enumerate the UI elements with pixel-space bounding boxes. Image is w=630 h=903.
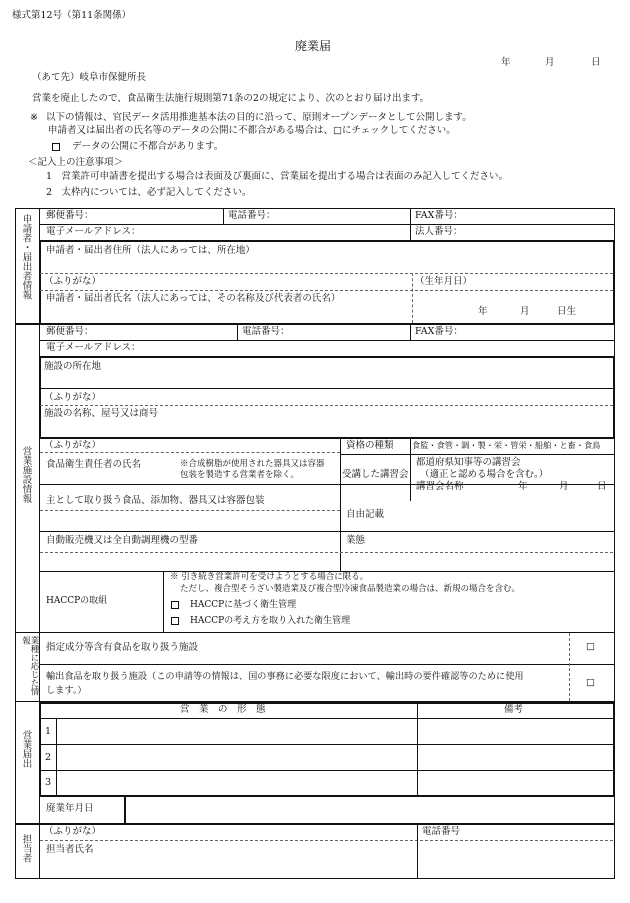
vending-model-field[interactable]: 自動販売機又は全自動調理機の型番 <box>46 535 199 546</box>
manager-note-1: ※合成樹脂が使用された器具又は容器 <box>180 459 325 469</box>
intro-text: 営業を廃止したので、食品衛生法施行規則第71条の2の規定により、次のとおり届け出ます。 <box>32 93 430 104</box>
note-item-2: 2 太枠内については、必ず記入してください。 <box>46 187 252 198</box>
applicant-section-label: 申請者・届出者情報 <box>20 214 32 300</box>
applicant-corp-no-field[interactable]: 法人番号： <box>415 226 463 237</box>
designated-ingredients-checkbox[interactable]: □ <box>586 641 595 652</box>
export-food-line-2: します。） <box>46 685 87 696</box>
notes-heading: ＜記入上の注意事項＞ <box>28 157 124 168</box>
birth-year: 年 <box>478 306 488 317</box>
applicant-address-field[interactable]: 申請者・届出者住所（法人にあっては、所在地） <box>46 245 255 256</box>
export-food-checkbox[interactable]: □ <box>586 677 595 688</box>
facility-postal-field[interactable]: 郵便番号： <box>46 326 94 337</box>
birth-day: 日生 <box>557 306 577 317</box>
facility-phone-field[interactable]: 電話番号： <box>242 326 290 337</box>
applicant-email-field[interactable]: 電子メールアドレス： <box>46 226 141 237</box>
applicant-name-field[interactable]: 申請者・届出者氏名（法人にあっては、その名称及び代表者の氏名） <box>46 293 341 304</box>
food-hygiene-manager-field[interactable]: 食品衛生責任者の氏名 <box>46 459 142 470</box>
haccp-note-1: ※ 引き続き営業許可を受けようとする場合に限る。 <box>170 572 369 582</box>
applicant-birthdate-label: （生年月日） <box>415 276 473 287</box>
haccp-option-1-label: HACCPに基づく衛生管理 <box>190 600 297 610</box>
business-row-2-number: 2 <box>45 752 52 763</box>
course-day: 日 <box>597 481 607 492</box>
manager-note-2: 包装を製造する営業者を除く。 <box>180 470 299 480</box>
business-type-field[interactable]: 業態 <box>346 535 366 546</box>
open-data-line2: 申請者又は届出者の氏名等のデータの公開に不都合がある場合は、□にチェックしてください。 <box>48 125 456 136</box>
manager-furigana-field[interactable]: （ふりがな） <box>44 440 102 451</box>
facility-section-label: 営業施設情報 <box>20 446 32 503</box>
free-entry-label: 自由記載 <box>346 509 385 520</box>
haccp-option-2-checkbox[interactable] <box>171 617 179 625</box>
remarks-header: 備考 <box>504 704 524 715</box>
course-year: 年 <box>518 481 528 492</box>
contact-section-label: 担当者 <box>20 834 32 863</box>
facility-email-field[interactable]: 電子メールアドレス： <box>46 342 141 353</box>
closure-date-label: 廃業年月日 <box>46 803 94 814</box>
haccp-label: HACCPの取組 <box>46 596 108 606</box>
date-year: 年 <box>501 57 511 68</box>
facility-name-field[interactable]: 施設の名称、屋号又は商号 <box>44 408 159 419</box>
open-data-line1: 以下の情報は、官民データ活用推進基本法の目的に沿って、原則オープンデータとして公開します。 <box>46 112 472 123</box>
designated-ingredients-label: 指定成分等含有食品を取り扱う施設 <box>46 642 199 653</box>
course-name-field[interactable]: 講習会名称 <box>416 481 464 492</box>
course-month: 月 <box>559 481 569 492</box>
date-day: 日 <box>591 57 601 68</box>
course-line-2: （適正と認める場合を含む。） <box>420 469 549 480</box>
note-item-1: 1 営業許可申請書を提出する場合は表面及び裏面に、営業届を提出する場合は表面のみ記入してください。 <box>46 171 509 182</box>
products-field[interactable]: 主として取り扱う食品、添加物、器具又は容器包装 <box>46 495 265 506</box>
applicant-furigana-field[interactable]: （ふりがな） <box>44 276 102 287</box>
form-number: 様式第12号（第11条関係） <box>12 10 132 21</box>
facility-furigana-field[interactable]: （ふりがな） <box>44 392 102 403</box>
applicant-fax-field[interactable]: FAX番号： <box>415 210 463 221</box>
business-row-1-number: 1 <box>45 726 52 737</box>
industry-section-label: 業種に応じた情報 <box>20 636 39 696</box>
open-data-checkbox[interactable] <box>52 143 60 151</box>
open-data-checkbox-label: データの公開に不都合があります。 <box>72 141 224 152</box>
applicant-postal-field[interactable]: 郵便番号： <box>46 210 94 221</box>
business-section-label: 営業届出 <box>20 730 32 768</box>
contact-name-field[interactable]: 担当者氏名 <box>46 844 94 855</box>
contact-furigana-field[interactable]: （ふりがな） <box>44 826 102 837</box>
contact-phone-field[interactable]: 電話番号 <box>422 826 461 837</box>
business-form-header: 営 業 の 形 態 <box>180 704 266 715</box>
qualification-type-label: 資格の種類 <box>346 440 394 451</box>
applicant-phone-field[interactable]: 電話番号： <box>228 210 276 221</box>
haccp-note-2: ただし、複合型そうざい製造業及び複合型冷凍食品製造業の場合は、新規の場合を含む。 <box>180 584 521 594</box>
facility-location-field[interactable]: 施設の所在地 <box>44 361 102 372</box>
business-row-3-number: 3 <box>45 777 52 788</box>
open-data-mark: ※ <box>30 112 38 123</box>
course-attended-label: 受講した講習会 <box>342 469 409 480</box>
export-food-line-1: 輸出食品を取り扱う施設（この申請等の情報は、国の事務に必要な限度において、輸出時の要件確認等のために使用 <box>46 671 524 682</box>
facility-fax-field[interactable]: FAX番号： <box>415 326 463 337</box>
qualification-options[interactable]: 食監・食管・調・製・栄・管栄・船舶・と畜・食鳥 <box>412 440 601 450</box>
addressee: （あて先）岐阜市保健所長 <box>32 72 147 83</box>
page-title: 廃業届 <box>295 39 332 53</box>
birth-month: 月 <box>520 306 530 317</box>
date-month: 月 <box>545 57 555 68</box>
course-line-1: 都道府県知事等の講習会 <box>416 457 521 468</box>
haccp-option-2-label: HACCPの考え方を取り入れた衛生管理 <box>190 616 351 626</box>
haccp-option-1-checkbox[interactable] <box>171 601 179 609</box>
